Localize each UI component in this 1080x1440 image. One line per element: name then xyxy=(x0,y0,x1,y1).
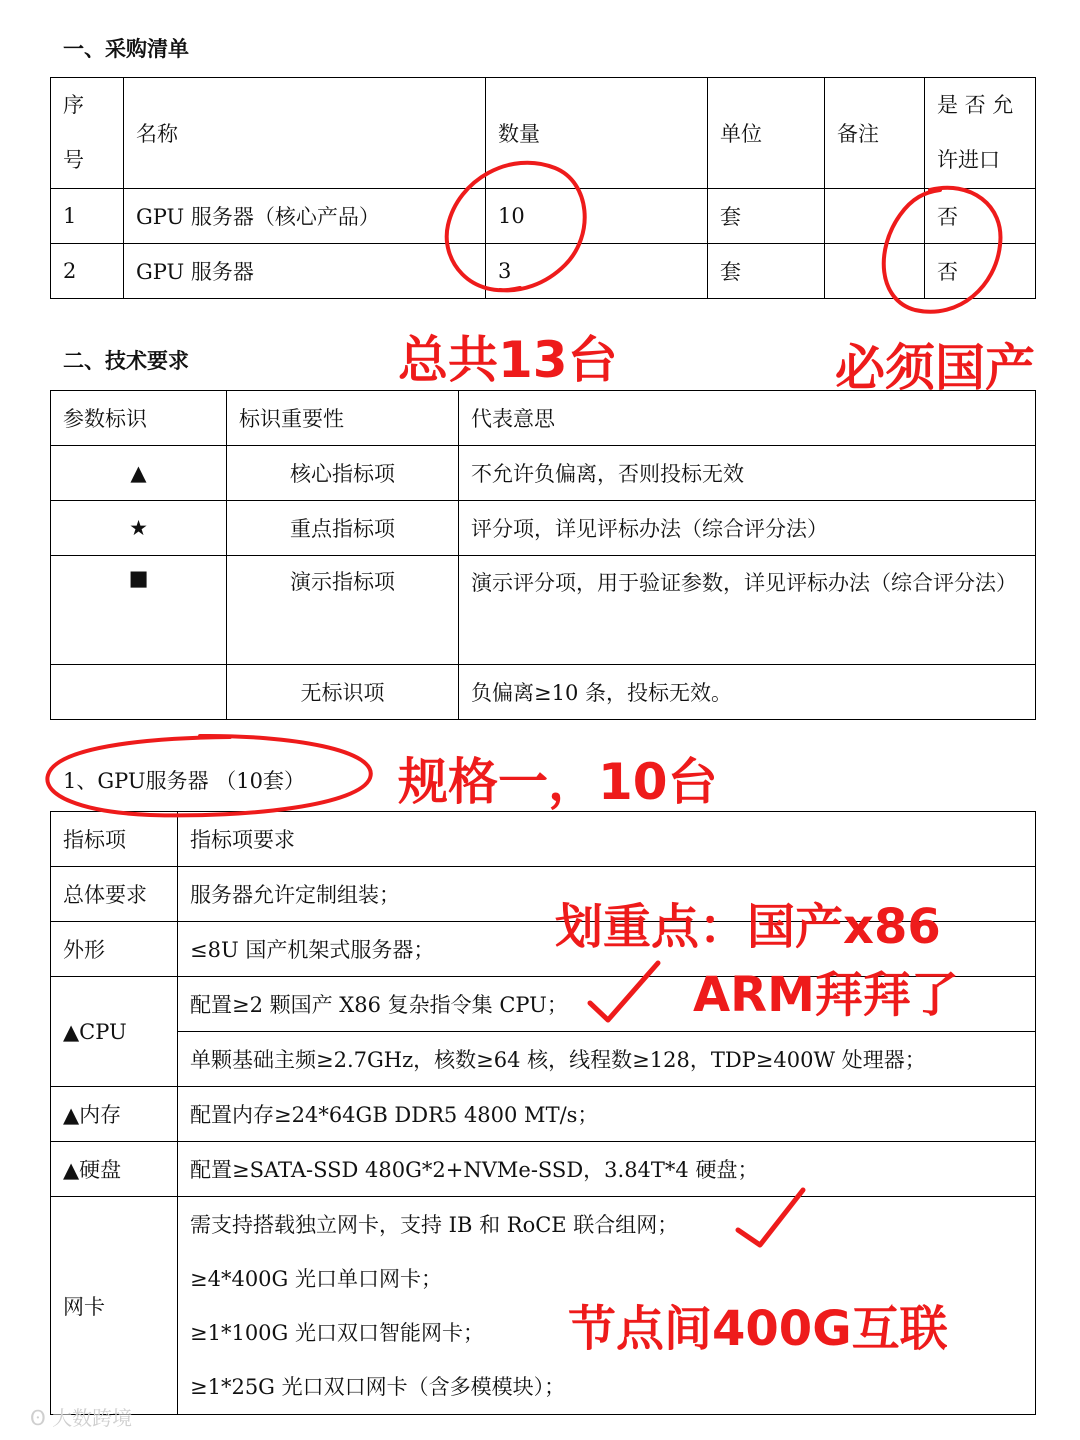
header-unit: 单位 xyxy=(708,78,825,189)
row-req-cpu-1: 配置≥2 颗国产 X86 复杂指令集 CPU； xyxy=(178,977,1036,1032)
header-req: 指标项要求 xyxy=(178,812,1036,867)
annotation-total: 总共13台 xyxy=(398,331,618,389)
header-qty: 数量 xyxy=(486,78,708,189)
row-name: GPU 服务器 xyxy=(124,244,486,299)
nic-line: ≥1*100G 光口双口智能网卡； xyxy=(190,1320,484,1345)
row-meaning: 演示评分项，用于验证参数，详见评标办法（综合评分法） xyxy=(459,556,1036,665)
procurement-table xyxy=(50,77,1036,299)
table-row xyxy=(51,1032,1036,1087)
row-mark xyxy=(51,665,227,720)
row-item-memory: ▲内存 xyxy=(51,1087,178,1142)
header-import: 是 否 允 许进口 xyxy=(925,78,1036,189)
row-import: 否 xyxy=(925,244,1036,299)
section1-heading: 一、采购清单 xyxy=(63,37,189,61)
row-name: GPU 服务器（核心产品） xyxy=(124,189,486,244)
table-row xyxy=(51,556,1036,665)
header-seq: 序 号 xyxy=(51,78,124,189)
table-row xyxy=(51,244,1036,299)
nic-line: ≥4*400G 光口单口网卡； xyxy=(190,1266,442,1291)
table-header-row xyxy=(51,812,1036,867)
header-mark: 参数标识 xyxy=(51,391,227,446)
annotation-x86-line1: 划重点：国产x86 xyxy=(555,899,941,955)
annotation-x86-line2: ARM拜拜了 xyxy=(693,967,959,1023)
row-importance: 重点指标项 xyxy=(227,501,459,556)
watermark-logo-icon: ʘ xyxy=(30,1406,53,1430)
section2-heading: 二、技术要求 xyxy=(63,349,189,373)
header-name: 名称 xyxy=(124,78,486,189)
row-qty: 10 xyxy=(486,189,708,244)
watermark: ʘ 大数跨境 xyxy=(30,1406,133,1430)
annotation-domestic: 必须国产 xyxy=(835,339,1035,397)
header-meaning: 代表意思 xyxy=(459,391,1036,446)
row-meaning: 不允许负偏离，否则投标无效 xyxy=(459,446,1036,501)
section3-heading: 1、GPU服务器 （10套） xyxy=(63,769,305,793)
table-row xyxy=(51,1142,1036,1197)
row-req-overall: 服务器允许定制组装； xyxy=(178,867,1036,922)
table-row xyxy=(51,665,1036,720)
annotation-interconnect: 节点间400G互联 xyxy=(568,1301,948,1357)
triangle-mark-icon: ▲ xyxy=(51,446,227,501)
row-note xyxy=(825,189,925,244)
row-meaning: 负偏离≥10 条，投标无效。 xyxy=(459,665,1036,720)
row-qty: 3 xyxy=(486,244,708,299)
table-header-row xyxy=(51,78,1036,189)
row-req-cpu-2: 单颗基础主频≥2.7GHz，核数≥64 核，线程数≥128，TDP≥400W 处理器； xyxy=(178,1032,1036,1087)
row-import: 否 xyxy=(925,189,1036,244)
row-importance: 核心指标项 xyxy=(227,446,459,501)
table-row xyxy=(51,501,1036,556)
row-note xyxy=(825,244,925,299)
row-unit: 套 xyxy=(708,244,825,299)
row-meaning: 评分项，详见评标办法（综合评分法） xyxy=(459,501,1036,556)
square-mark-icon: ■ xyxy=(51,556,227,665)
row-importance: 无标识项 xyxy=(227,665,459,720)
header-item: 指标项 xyxy=(51,812,178,867)
row-seq: 1 xyxy=(51,189,124,244)
table-row xyxy=(51,189,1036,244)
row-item-form: 外形 xyxy=(51,922,178,977)
row-unit: 套 xyxy=(708,189,825,244)
requirements-legend-table xyxy=(50,390,1036,720)
row-item-overall: 总体要求 xyxy=(51,867,178,922)
row-seq: 2 xyxy=(51,244,124,299)
row-req-memory: 配置内存≥24*64GB DDR5 4800 MT/s； xyxy=(178,1087,1036,1142)
header-note: 备注 xyxy=(825,78,925,189)
row-req-disk: 配置≥SATA-SSD 480G*2+NVMe-SSD，3.84T*4 硬盘； xyxy=(178,1142,1036,1197)
row-importance: 演示指标项 xyxy=(227,556,459,665)
row-req-form: ≤8U 国产机架式服务器； xyxy=(178,922,1036,977)
nic-line: ≥1*25G 光口双口网卡（含多模模块）； xyxy=(190,1374,566,1399)
annotation-spec1: 规格一，10台 xyxy=(398,753,718,811)
table-row xyxy=(51,1087,1036,1142)
table-row xyxy=(51,446,1036,501)
nic-line: 需支持搭载独立网卡，支持 IB 和 RoCE 联合组网； xyxy=(190,1212,679,1237)
star-mark-icon: ★ xyxy=(51,501,227,556)
row-item-nic: 网卡 xyxy=(51,1197,178,1415)
row-item-disk: ▲硬盘 xyxy=(51,1142,178,1197)
row-item-cpu: ▲CPU xyxy=(51,977,178,1087)
header-importance: 标识重要性 xyxy=(227,391,459,446)
